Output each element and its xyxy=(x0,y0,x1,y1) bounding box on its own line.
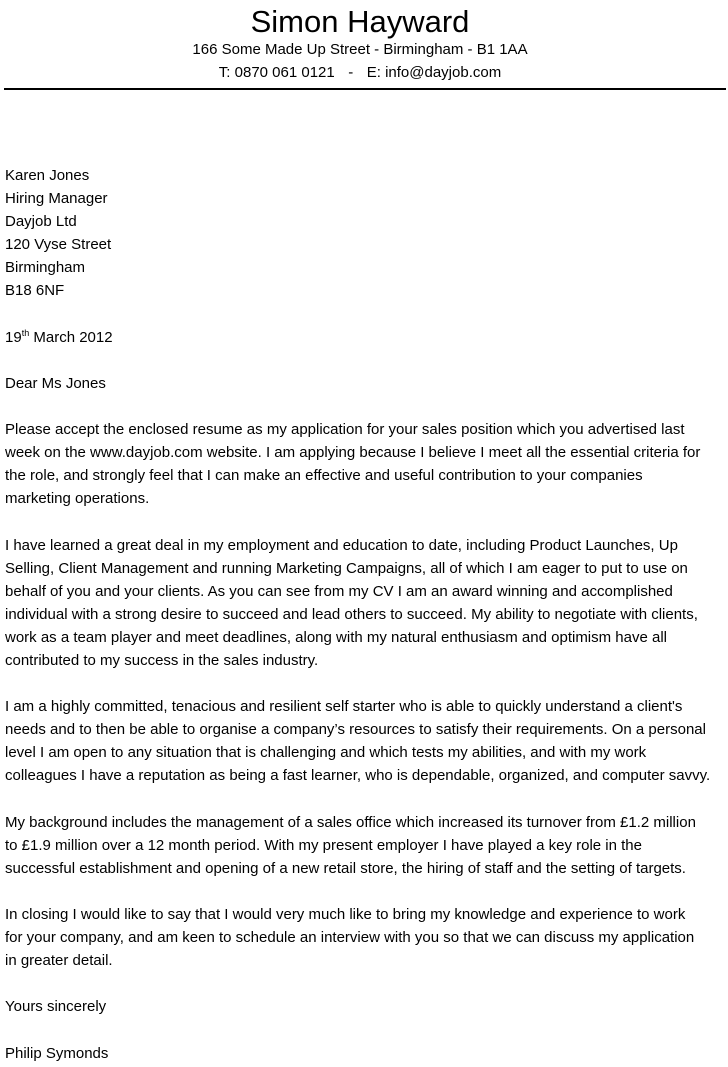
paragraph-line: level I am open to any situation that is challenging and which tests my abilities, and with my work xyxy=(5,744,647,762)
paragraph-line: needs and to then be able to organise a company’s resources to satisfy their requirements. On a personal xyxy=(5,721,706,739)
date-suffix: th xyxy=(21,327,30,338)
paragraph-4 xyxy=(5,811,723,880)
contact-separator: - xyxy=(348,64,354,81)
paragraph-line: My background includes the management of a sales office which increased its turnover from £1.2 million xyxy=(5,813,696,831)
sender-contact xyxy=(0,61,720,84)
paragraph-line: I have learned a great deal in my employment and education to date, including Product Launches, Up xyxy=(5,536,678,554)
paragraph-line: colleagues I have a reputation as being a fast learner, who is dependable, organized, and computer savvy. xyxy=(5,767,711,785)
paragraph-3 xyxy=(5,695,723,787)
paragraph-line: behalf of you and your clients. As you can see from my CV I am an award winning and accomplished xyxy=(5,582,673,600)
salutation: Dear Ms Jones xyxy=(5,374,106,392)
recipient-city: Birmingham xyxy=(5,259,86,277)
paragraph-line: the role, and strongly feel that I can make an effective and useful contribution to your companies xyxy=(5,467,643,485)
recipient-title: Hiring Manager xyxy=(5,190,108,208)
recipient-postcode: B18 6NF xyxy=(5,282,65,300)
sender-phone: T: 0870 061 0121 xyxy=(218,64,335,81)
paragraph-line: Please accept the enclosed resume as my application for your sales position which you advertised last xyxy=(5,421,685,439)
header-divider xyxy=(4,88,726,90)
letter-date xyxy=(5,326,723,349)
paragraph-line: marketing operations. xyxy=(5,490,150,508)
signature-name: Philip Symonds xyxy=(5,1044,109,1062)
paragraph-line: individual with a strong desire to succeed and lead others to succeed. My ability to negotiate with clients, xyxy=(5,605,698,623)
recipient-name: Karen Jones xyxy=(5,167,90,184)
paragraph-line: successful establishment and opening of a new retail store, the hiring of staff and the setting of targets. xyxy=(5,859,686,877)
paragraph-line: work as a team player and meet deadlines, along with my natural enthusiasm and optimism have all xyxy=(5,628,668,646)
recipient-block xyxy=(5,164,723,303)
recipient-street: 120 Vyse Street xyxy=(5,236,112,254)
paragraph-line: In closing I would like to say that I would very much like to bring my knowledge and experience to work xyxy=(5,906,686,923)
paragraph-line: Selling, Client Management and running Marketing Campaigns, all of which I am eager to put to use on xyxy=(5,559,688,577)
paragraph-line: contributed to my success in the sales industry. xyxy=(5,651,319,669)
sender-address: 166 Some Made Up Street - Birmingham - B1 1AA xyxy=(192,41,528,58)
sender-email: E: info@dayjob.com xyxy=(366,64,502,81)
paragraph-2 xyxy=(5,534,723,673)
paragraph-5 xyxy=(5,903,723,972)
paragraph-line: to £1.9 million over a 12 month period. With my present employer I have played a key role in the xyxy=(5,836,642,854)
recipient-company: Dayjob Ltd xyxy=(5,213,77,231)
paragraph-line: for your company, and am keen to schedule an interview with you so that we can discuss my application xyxy=(5,929,695,947)
paragraph-line: I am a highly committed, tenacious and resilient self starter who is able to quickly understand a client's xyxy=(5,698,683,716)
sender-name: Simon Hayward xyxy=(250,4,470,39)
letter-body xyxy=(5,164,723,1065)
paragraph-line: week on the www.dayjob.com website. I am applying because I believe I meet all the essential criteria for xyxy=(5,444,701,462)
date-day: 19 xyxy=(5,328,22,346)
paragraph-1 xyxy=(5,418,723,510)
paragraph-line: in greater detail. xyxy=(5,952,113,970)
date-rest: March 2012 xyxy=(29,328,113,346)
closing: Yours sincerely xyxy=(5,998,107,1016)
